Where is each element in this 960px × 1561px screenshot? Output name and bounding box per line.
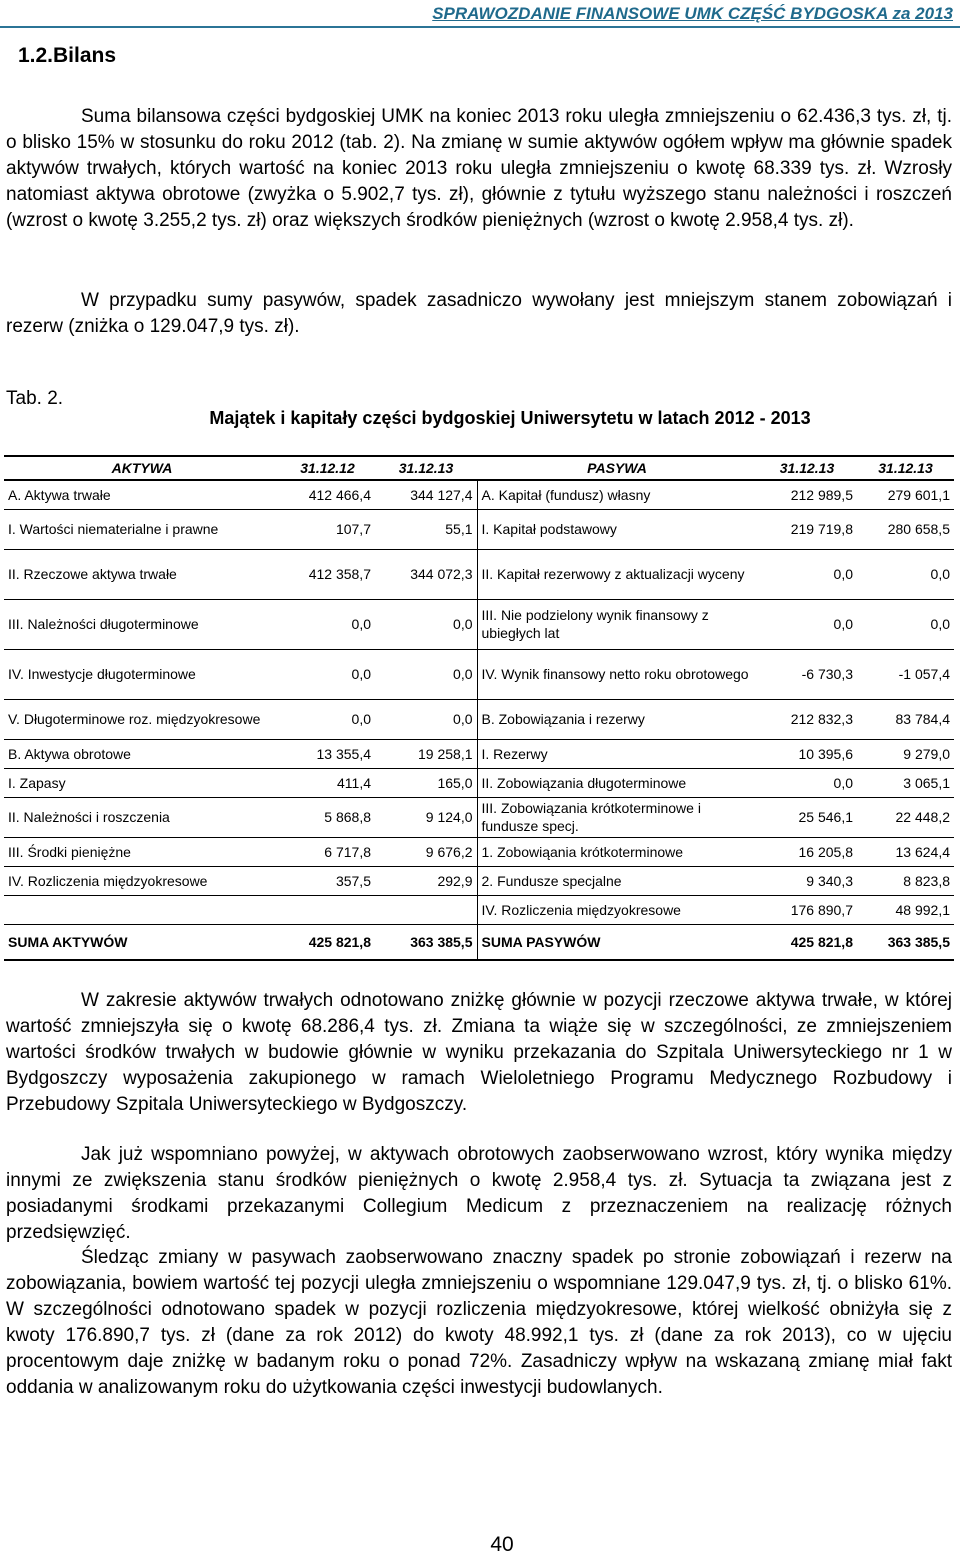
asset-value-2013: 292,9: [375, 866, 477, 895]
asset-value-2012: 13 355,4: [280, 739, 375, 768]
asset-value-2013: 55,1: [375, 509, 477, 549]
liability-value-2013: 13 624,4: [857, 837, 954, 866]
asset-value-2012: 0,0: [280, 599, 375, 649]
asset-value-2013: 344 127,4: [375, 480, 477, 509]
liability-value-2013: 9 279,0: [857, 739, 954, 768]
liability-value-2012: 425 821,8: [757, 924, 857, 960]
liability-value-2013: 83 784,4: [857, 699, 954, 739]
asset-name: B. Aktywa obrotowe: [4, 739, 280, 768]
liability-name: III. Nie podzielony wynik finansowy z ubiegłych lat: [477, 599, 757, 649]
page-number: 40: [490, 1533, 514, 1556]
table-row: [4, 509, 954, 549]
asset-value-2012: 425 821,8: [280, 924, 375, 960]
table-row: [4, 649, 954, 699]
section-number: 1.2.: [17, 44, 53, 67]
liability-name: I. Rezerwy: [477, 739, 757, 768]
asset-name: V. Długoterminowe roz. międzyokresowe: [4, 699, 280, 739]
asset-name: IV. Inwestycje długoterminowe: [4, 649, 280, 699]
liability-value-2013: 22 448,2: [857, 797, 954, 837]
paragraph-2: W przypadku sumy pasywów, spadek zasadniczo wywołany jest mniejszym stanem zobowiązań i rezerw (zniżka o 129.047,9 tys. zł).: [6, 290, 952, 337]
header-liabilities-2013: 31.12.13: [857, 456, 954, 480]
header-assets-2013: 31.12.13: [375, 456, 477, 480]
asset-value-2012: 412 466,4: [280, 480, 375, 509]
liability-value-2013: 0,0: [857, 549, 954, 599]
asset-name: II. Rzeczowe aktywa trwałe: [4, 549, 280, 599]
table-number: Tab. 2.: [6, 388, 64, 409]
liability-name: 1. Zobowiąania krótkoterminowe: [477, 837, 757, 866]
asset-name: SUMA AKTYWÓW: [4, 924, 280, 960]
paragraph-4: Jak już wspomniano powyżej, w aktywach obrotowych zaobserwowano wzrost, który wynika między innymi ze zwiększenia stanu środków pieniężnych o kwotę 2.958,4 tys. zł. Sytuacja ta związana jest z posiadanymi środkami przekazanymi Collegium Medicum z przeznaczeniem na realizację różnych przedsięwzięć.: [6, 1144, 952, 1243]
liability-value-2012: 212 832,3: [757, 699, 857, 739]
asset-value-2013: [375, 895, 477, 924]
asset-value-2013: 0,0: [375, 699, 477, 739]
table-row: [4, 797, 954, 837]
table-row: [4, 480, 954, 509]
asset-name: III. Należności długoterminowe: [4, 599, 280, 649]
liability-value-2013: 279 601,1: [857, 480, 954, 509]
table-row: [4, 549, 954, 599]
asset-value-2012: 5 868,8: [280, 797, 375, 837]
balance-table: [4, 455, 954, 961]
asset-value-2012: 412 358,7: [280, 549, 375, 599]
paragraph-1: Suma bilansowa części bydgoskiej UMK na koniec 2013 roku uległa zmniejszeniu o 62.436,3 tys. zł, tj. o blisko 15% w stosunku do roku 2012 (tab. 2). Na zmianę w sumie aktywów ogółem wpływ ma głównie spadek aktywów trwałych, których wartość na koniec 2013 roku uległa zmniejszeniu o kwotę 68.339 tys. zł. Wzrosły natomiast aktywa obrotowe (zwyżka o 5.902,7 tys. zł), głównie z tytułu wyższego stanu należności i roszczeń (wzrost o kwotę 3.255,2 tys. zł) oraz większych środków pieniężnych (wzrost o kwotę 2.958,4 tys. zł).: [6, 106, 952, 231]
table-row: [4, 895, 954, 924]
liability-name: 2. Fundusze specjalne: [477, 866, 757, 895]
asset-value-2012: 411,4: [280, 768, 375, 797]
liability-value-2012: 176 890,7: [757, 895, 857, 924]
liability-value-2012: 0,0: [757, 599, 857, 649]
asset-value-2012: 357,5: [280, 866, 375, 895]
liability-value-2012: 9 340,3: [757, 866, 857, 895]
asset-value-2012: 0,0: [280, 699, 375, 739]
section-title: Bilans: [53, 44, 117, 67]
asset-name: I. Wartości niematerialne i prawne: [4, 509, 280, 549]
liability-name: B. Zobowiązania i rezerwy: [477, 699, 757, 739]
asset-value-2013: 9 676,2: [375, 837, 477, 866]
liability-value-2012: 25 546,1: [757, 797, 857, 837]
liability-value-2012: -6 730,3: [757, 649, 857, 699]
liability-value-2012: 0,0: [757, 768, 857, 797]
table-row: [4, 837, 954, 866]
header-assets-2012: 31.12.12: [280, 456, 375, 480]
liability-value-2012: 212 989,5: [757, 480, 857, 509]
header-divider: [0, 26, 960, 28]
header-liabilities-2012: 31.12.13: [757, 456, 857, 480]
liability-value-2012: 16 205,8: [757, 837, 857, 866]
liability-value-2013: 280 658,5: [857, 509, 954, 549]
asset-value-2013: 0,0: [375, 599, 477, 649]
table-row: [4, 768, 954, 797]
asset-value-2012: 6 717,8: [280, 837, 375, 866]
section-heading: [6, 44, 116, 68]
liability-value-2013: 48 992,1: [857, 895, 954, 924]
asset-value-2013: 344 072,3: [375, 549, 477, 599]
liability-value-2013: 363 385,5: [857, 924, 954, 960]
table-header-row: [4, 456, 954, 480]
asset-name: III. Środki pieniężne: [4, 837, 280, 866]
liability-value-2012: 0,0: [757, 549, 857, 599]
header-assets: AKTYWA: [4, 456, 280, 480]
paragraph-5: Śledząc zmiany w pasywach zaobserwowano znaczny spadek po stronie zobowiązań i rezerw na zobowiązania, bowiem wartość tej pozycji uległa zmniejszeniu o wspomniane 129.047,9 tys. zł, tj. o blisko 61%. W szczególności odnotowano spadek w pozycji rozliczenia międzyokresowe, której wielkość obniżyła się z kwoty 176.890,7 tys. zł (dane za rok 2012) do kwoty 48.992,1 tys. zł (dane za rok 2013), co w ujęciu procentowym daje zniżkę w badanym roku o ponad 72%. Zasadniczy wpływ na wskazaną zmianę miał fakt oddania w analizowanym roku do użytkowania części inwestycji budowlanych.: [6, 1247, 952, 1398]
liability-name: I. Kapitał podstawowy: [477, 509, 757, 549]
asset-name: IV. Rozliczenia międzyokresowe: [4, 866, 280, 895]
asset-name: A. Aktywa trwałe: [4, 480, 280, 509]
asset-value-2013: 9 124,0: [375, 797, 477, 837]
liability-name: SUMA PASYWÓW: [477, 924, 757, 960]
table-title: Majątek i kapitały części bydgoskiej Uniwersytetu w latach 2012 - 2013: [209, 408, 811, 428]
liability-name: II. Kapitał rezerwowy z aktualizacji wyceny: [477, 549, 757, 599]
header-liabilities: PASYWA: [477, 456, 757, 480]
asset-name: I. Zapasy: [4, 768, 280, 797]
asset-value-2012: 0,0: [280, 649, 375, 699]
asset-value-2013: 165,0: [375, 768, 477, 797]
liability-value-2013: 3 065,1: [857, 768, 954, 797]
liability-name: III. Zobowiązania krótkoterminowe i fundusze specj.: [477, 797, 757, 837]
liability-name: II. Zobowiązania długoterminowe: [477, 768, 757, 797]
liability-value-2012: 219 719,8: [757, 509, 857, 549]
asset-value-2013: 19 258,1: [375, 739, 477, 768]
asset-value-2012: [280, 895, 375, 924]
table-row: [4, 599, 954, 649]
liability-value-2012: 10 395,6: [757, 739, 857, 768]
sum-row: [4, 924, 954, 960]
liability-name: IV. Rozliczenia międzyokresowe: [477, 895, 757, 924]
asset-value-2013: 0,0: [375, 649, 477, 699]
table-row: [4, 699, 954, 739]
liability-value-2013: 8 823,8: [857, 866, 954, 895]
paragraph-3: W zakresie aktywów trwałych odnotowano zniżkę głównie w pozycji rzeczowe aktywa trwałe, w której wartość zmniejszyła się o kwotę 68.286,4 tys. zł. Zmiana ta wiąże się w szczególności, ze zmniejszeniem wartości środków trwałych w budowie głównie w wyniku przekazania do Szpitala Uniwersyteckiego nr 1 w Bydgoszczy wyposażenia zakupionego w ramach Wieloletniego Programu Medycznego Rozbudowy i Przebudowy Szpitala Uniwersyteckiego w Bydgoszczy.: [6, 990, 952, 1115]
liability-name: A. Kapitał (fundusz) własny: [477, 480, 757, 509]
liability-name: IV. Wynik finansowy netto roku obrotowego: [477, 649, 757, 699]
report-header: SPRAWOZDANIE FINANSOWE UMK CZĘŚĆ BYDGOSKA za 2013: [432, 4, 953, 23]
asset-name: [4, 895, 280, 924]
table-row: [4, 739, 954, 768]
liability-value-2013: 0,0: [857, 599, 954, 649]
asset-value-2013: 363 385,5: [375, 924, 477, 960]
liability-value-2013: -1 057,4: [857, 649, 954, 699]
asset-value-2012: 107,7: [280, 509, 375, 549]
table-row: [4, 866, 954, 895]
asset-name: II. Należności i roszczenia: [4, 797, 280, 837]
